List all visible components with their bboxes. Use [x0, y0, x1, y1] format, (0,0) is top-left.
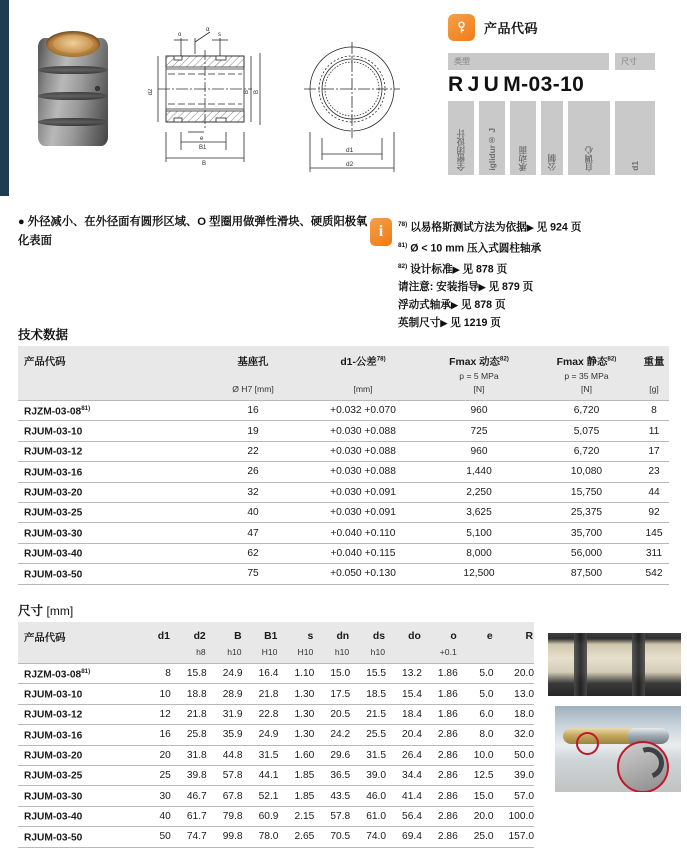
cell-o: 2.86 [422, 725, 458, 745]
table-unit-row [18, 383, 669, 401]
svg-text:B1: B1 [199, 145, 207, 151]
highlight-circle-small [576, 732, 599, 755]
info-line-1: $^{81)}$ Ø < 10 mm 压入式圆柱轴承 [398, 242, 542, 255]
code-part-0: R [448, 73, 464, 96]
cell-code: RJUM-03-16 [18, 462, 204, 482]
info-icon: i [370, 218, 392, 246]
cell-d2: 74.7 [171, 827, 207, 847]
cell-d1: 20 [136, 745, 170, 765]
cell-B: 28.9 [207, 684, 243, 704]
cell-B: 44.8 [207, 745, 243, 765]
cell-weight: 92 [639, 502, 669, 522]
code-leg-4: 自调心 [568, 101, 610, 175]
svg-text:B: B [254, 89, 260, 95]
th-B: B [207, 622, 243, 646]
table-row [18, 421, 669, 441]
cell-code: RJUM-03-12 [18, 441, 204, 461]
cell-o: 2.86 [422, 786, 458, 806]
cell-do: 41.4 [386, 786, 422, 806]
technical-data-table [18, 346, 669, 585]
dimensions-body [18, 664, 534, 848]
cell-e: 5.0 [458, 684, 494, 704]
table-row [18, 462, 669, 482]
cell-fmax-dynamic: 5,100 [424, 523, 534, 543]
table-row [18, 684, 534, 704]
technical-data-body [18, 401, 669, 585]
cell-B1: 16.4 [243, 664, 279, 684]
cell-e: 15.0 [458, 786, 494, 806]
product-photo-bushing [22, 22, 130, 158]
th-dim-sub-5: H10 [278, 646, 314, 664]
th-dim-sub-4: H10 [243, 646, 279, 664]
code-leg-5: d1 [615, 101, 655, 175]
th-sub-2 [302, 370, 424, 383]
svg-text:d1: d1 [346, 147, 354, 154]
cell-e: 8.0 [458, 725, 494, 745]
cell-code: RJUM-03-10 [18, 421, 204, 441]
th-dim-sub-8 [386, 646, 422, 664]
info-box [370, 216, 682, 332]
cell-s: 1.60 [278, 745, 314, 765]
cell-d1: 25 [136, 765, 170, 785]
application-photo-detail [555, 706, 681, 792]
cell-s: 2.15 [278, 806, 314, 826]
th-sub-pressure-stat: p = 35 MPa [534, 370, 639, 383]
cell-s: 1.10 [278, 664, 314, 684]
cell-bore: 16 [204, 401, 302, 421]
cell-d2: 46.7 [171, 786, 207, 806]
end-view-drawing [290, 20, 420, 206]
th-e: e [458, 622, 494, 646]
product-code-legs [448, 101, 681, 175]
cell-bore: 32 [204, 482, 302, 502]
table-row [18, 704, 534, 724]
feature-bullet [18, 213, 368, 251]
cell-ds: 31.5 [350, 745, 386, 765]
table-row [18, 827, 534, 847]
th-dim-sub-10 [458, 646, 494, 664]
cell-fmax-dynamic: 1,440 [424, 462, 534, 482]
cell-code: RJUM-03-30 [18, 786, 136, 806]
cell-B: 35.9 [207, 725, 243, 745]
cell-fmax-dynamic: 3,625 [424, 502, 534, 522]
svg-text:d2: d2 [346, 161, 354, 168]
th-fmax-dynamic: Fmax 动态$^{82)}$ [424, 346, 534, 370]
th-unit-fstat: [N] [534, 383, 639, 401]
cell-code: RJUM-03-30 [18, 523, 204, 543]
cell-bore: 22 [204, 441, 302, 461]
cell-weight: 11 [639, 421, 669, 441]
table-row [18, 482, 669, 502]
cell-dn: 24.2 [314, 725, 350, 745]
table-row [18, 765, 534, 785]
arrow-icon: ▶ [526, 222, 534, 233]
cell-fmax-dynamic: 12,500 [424, 564, 534, 584]
cell-e: 10.0 [458, 745, 494, 765]
cell-tolerance: +0.032 +0.070 [302, 401, 424, 421]
info-line-5: 英制尺寸▶ 见 1219 页 [398, 316, 501, 329]
page-spine [0, 0, 9, 196]
th-code: 产品代码 [18, 346, 204, 370]
cell-do: 69.4 [386, 827, 422, 847]
cell-s: 2.65 [278, 827, 314, 847]
cell-s: 1.30 [278, 704, 314, 724]
cell-dn: 57.8 [314, 806, 350, 826]
cell-d1: 8 [136, 664, 170, 684]
cell-bore: 47 [204, 523, 302, 543]
cell-tolerance: +0.030 +0.088 [302, 421, 424, 441]
th-sub-5 [639, 370, 669, 383]
cell-d2: 25.8 [171, 725, 207, 745]
cell-R: 50.0 [494, 745, 534, 765]
svg-text:d2: d2 [148, 88, 154, 96]
cell-d1: 16 [136, 725, 170, 745]
cell-B1: 24.9 [243, 725, 279, 745]
th-dim-sub-1 [136, 646, 170, 664]
cell-R: 18.0 [494, 704, 534, 724]
cell-code: RJUM-03-12 [18, 704, 136, 724]
cell-do: 26.4 [386, 745, 422, 765]
th-B1: B1 [243, 622, 279, 646]
cell-code: RJUM-03-50 [18, 564, 204, 584]
cell-fmax-static: 25,375 [534, 502, 639, 522]
cell-ds: 39.0 [350, 765, 386, 785]
table-row [18, 664, 534, 684]
cell-weight: 542 [639, 564, 669, 584]
bar-size-label: 尺寸 [615, 53, 655, 70]
code-part-4: -10 [552, 73, 585, 96]
cell-R: 13.0 [494, 684, 534, 704]
svg-text:o: o [178, 32, 182, 38]
svg-text:s: s [218, 32, 221, 38]
product-code-title: 产品代码 [484, 21, 539, 36]
product-code-card [448, 14, 681, 175]
cell-fmax-dynamic: 2,250 [424, 482, 534, 502]
cell-ds: 18.5 [350, 684, 386, 704]
cell-weight: 8 [639, 401, 669, 421]
th-unit-bore: Ø H7 [mm] [204, 383, 302, 401]
th-d1: d1 [136, 622, 170, 646]
cell-dn: 15.0 [314, 664, 350, 684]
table-row [18, 725, 534, 745]
cell-fmax-static: 6,720 [534, 441, 639, 461]
cell-bore: 26 [204, 462, 302, 482]
cell-d1: 10 [136, 684, 170, 704]
th-fmax-static: Fmax 静态$^{82)}$ [534, 346, 639, 370]
highlight-circle-detail [617, 741, 669, 792]
th-s: s [278, 622, 314, 646]
cell-B: 79.8 [207, 806, 243, 826]
cell-d1: 40 [136, 806, 170, 826]
cell-code: RJUM-03-40 [18, 543, 204, 563]
cell-R: 39.0 [494, 765, 534, 785]
cell-B: 67.8 [207, 786, 243, 806]
cell-tolerance: +0.040 +0.110 [302, 523, 424, 543]
cell-fmax-dynamic: 960 [424, 441, 534, 461]
code-leg-3: 公制 [541, 101, 563, 175]
cell-o: 1.86 [422, 664, 458, 684]
cell-B: 24.9 [207, 664, 243, 684]
cell-do: 18.4 [386, 704, 422, 724]
th-bore: 基座孔 [204, 346, 302, 370]
cell-o: 1.86 [422, 684, 458, 704]
cell-fmax-static: 56,000 [534, 543, 639, 563]
cell-ds: 21.5 [350, 704, 386, 724]
cell-o: 2.86 [422, 745, 458, 765]
cell-e: 20.0 [458, 806, 494, 826]
cell-ds: 61.0 [350, 806, 386, 826]
cell-d2: 21.8 [171, 704, 207, 724]
cell-ds: 46.0 [350, 786, 386, 806]
tech-section-title: 技术数据 [18, 328, 69, 342]
th-ds: ds [350, 622, 386, 646]
cell-s: 1.85 [278, 765, 314, 785]
code-leg-0: 全密闭设计 [448, 101, 474, 175]
table-row [18, 502, 669, 522]
cell-do: 15.4 [386, 684, 422, 704]
table-header-row [18, 346, 669, 370]
cell-d1: 50 [136, 827, 170, 847]
table-row [18, 523, 669, 543]
cell-do: 13.2 [386, 664, 422, 684]
code-part-2: U [483, 73, 500, 96]
cell-s: 1.30 [278, 684, 314, 704]
cell-weight: 44 [639, 482, 669, 502]
cell-d2: 39.8 [171, 765, 207, 785]
cell-bore: 19 [204, 421, 302, 441]
cell-o: 2.86 [422, 806, 458, 826]
cell-ds: 25.5 [350, 725, 386, 745]
cell-B1: 78.0 [243, 827, 279, 847]
th-dim-sub-3: h10 [207, 646, 243, 664]
cell-e: 12.5 [458, 765, 494, 785]
table-row [18, 401, 669, 421]
cell-fmax-static: 15,750 [534, 482, 639, 502]
table-row [18, 564, 669, 584]
cell-e: 25.0 [458, 827, 494, 847]
cell-tolerance: +0.030 +0.088 [302, 462, 424, 482]
info-line-3: 请注意: 安装指导▶ 见 879 页 [398, 281, 534, 294]
cell-weight: 145 [639, 523, 669, 543]
cell-B1: 31.5 [243, 745, 279, 765]
cell-code: RJZM-03-08$^{81)}$ [18, 664, 136, 684]
product-code-header [448, 14, 681, 41]
th-unit-0 [18, 383, 204, 401]
application-photo-rail [548, 633, 681, 696]
cell-e: 5.0 [458, 664, 494, 684]
info-line-2: $^{82)}$ 设计标准▶ 见 878 页 [398, 263, 508, 276]
cell-fmax-static: 35,700 [534, 523, 639, 543]
th-sub-1 [204, 370, 302, 383]
bullet-dot: ● [18, 216, 25, 228]
info-lines [398, 216, 682, 332]
cell-code: RJUM-03-25 [18, 502, 204, 522]
table-row [18, 543, 669, 563]
cell-s: 1.30 [278, 725, 314, 745]
th-dim-sub-2: h8 [171, 646, 207, 664]
product-code-string [448, 72, 681, 98]
cell-code: RJUM-03-20 [18, 745, 136, 765]
code-leg-2: 承动面 [510, 101, 536, 175]
cell-fmax-static: 5,075 [534, 421, 639, 441]
svg-text:e: e [200, 136, 204, 142]
cell-R: 32.0 [494, 725, 534, 745]
cell-B1: 44.1 [243, 765, 279, 785]
cell-weight: 23 [639, 462, 669, 482]
th-o: o [422, 622, 458, 646]
table-row [18, 786, 534, 806]
cell-fmax-dynamic: 8,000 [424, 543, 534, 563]
cell-B: 57.8 [207, 765, 243, 785]
cell-fmax-static: 6,720 [534, 401, 639, 421]
cell-d1: 30 [136, 786, 170, 806]
cell-d2: 61.7 [171, 806, 207, 826]
info-line-0: $^{78)}$ 以易格斯测试方法为依据▶ 见 924 页 [398, 221, 582, 234]
arrow-icon: ▶ [440, 317, 448, 328]
cell-tolerance: +0.040 +0.115 [302, 543, 424, 563]
feature-text: 外径减小、在外径面有圆形区域、O 型圈用做弹性滑块、硬质阳极氧化表面 [18, 216, 368, 247]
cell-weight: 17 [639, 441, 669, 461]
cell-ds: 74.0 [350, 827, 386, 847]
cell-dn: 20.5 [314, 704, 350, 724]
cell-code: RJUM-03-10 [18, 684, 136, 704]
cell-s: 1.85 [278, 786, 314, 806]
cell-o: 2.86 [422, 827, 458, 847]
dimensions-table [18, 622, 534, 848]
th-dim-sub-9: +0.1 [422, 646, 458, 664]
cell-B: 31.9 [207, 704, 243, 724]
cell-code: RJUM-03-16 [18, 725, 136, 745]
th-R: R [494, 622, 534, 646]
cell-d1: 12 [136, 704, 170, 724]
cell-code: RJUM-03-20 [18, 482, 204, 502]
cell-dn: 36.5 [314, 765, 350, 785]
cell-B1: 21.8 [243, 684, 279, 704]
arrow-icon: ▶ [478, 282, 486, 293]
cell-do: 34.4 [386, 765, 422, 785]
cell-B1: 60.9 [243, 806, 279, 826]
cell-B1: 52.1 [243, 786, 279, 806]
cell-B: 99.8 [207, 827, 243, 847]
table-subheader-row [18, 370, 669, 383]
cell-tolerance: +0.030 +0.091 [302, 482, 424, 502]
cell-B1: 22.8 [243, 704, 279, 724]
th-dim-sub-7: h10 [350, 646, 386, 664]
cell-e: 6.0 [458, 704, 494, 724]
key-icon [448, 14, 475, 41]
product-code-bars [448, 53, 681, 70]
cell-code: RJUM-03-50 [18, 827, 136, 847]
cell-tolerance: +0.030 +0.091 [302, 502, 424, 522]
cell-bore: 62 [204, 543, 302, 563]
th-dim-code: 产品代码 [18, 622, 136, 646]
cell-bore: 75 [204, 564, 302, 584]
code-part-3: M-03 [503, 73, 553, 96]
cell-d2: 18.8 [171, 684, 207, 704]
th-unit-fdyn: [N] [424, 383, 534, 401]
cell-d2: 31.8 [171, 745, 207, 765]
cell-code: RJUM-03-25 [18, 765, 136, 785]
code-part-1: J [467, 73, 480, 96]
table-row [18, 806, 534, 826]
th-unit-tol: [mm] [302, 383, 424, 401]
arrow-icon: ▶ [452, 264, 460, 275]
cell-do: 56.4 [386, 806, 422, 826]
cell-o: 2.86 [422, 765, 458, 785]
cell-code: RJZM-03-08$^{81)}$ [18, 401, 204, 421]
cell-dn: 17.5 [314, 684, 350, 704]
th-dim-sub-0 [18, 646, 136, 664]
cell-tolerance: +0.050 +0.130 [302, 564, 424, 584]
svg-text:α: α [206, 27, 210, 33]
arrow-icon: ▶ [450, 299, 458, 310]
cell-code: RJUM-03-40 [18, 806, 136, 826]
cell-o: 1.86 [422, 704, 458, 724]
dim-subheader-row [18, 646, 534, 664]
cell-fmax-dynamic: 960 [424, 401, 534, 421]
cell-R: 100.0 [494, 806, 534, 826]
bar-type-label: 类型 [448, 53, 609, 70]
svg-text:B: B [202, 161, 207, 167]
cell-tolerance: +0.030 +0.088 [302, 441, 424, 461]
th-weight: 重量 [639, 346, 669, 370]
cell-R: 157.0 [494, 827, 534, 847]
table-row [18, 745, 534, 765]
cell-weight: 311 [639, 543, 669, 563]
cell-dn: 70.5 [314, 827, 350, 847]
table-row [18, 441, 669, 461]
th-unit-weight: [g] [639, 383, 669, 401]
th-d2: d2 [171, 622, 207, 646]
cell-fmax-dynamic: 725 [424, 421, 534, 441]
th-do: do [386, 622, 422, 646]
cell-do: 20.4 [386, 725, 422, 745]
cell-fmax-static: 87,500 [534, 564, 639, 584]
cell-bore: 40 [204, 502, 302, 522]
cell-fmax-static: 10,080 [534, 462, 639, 482]
cell-dn: 43.5 [314, 786, 350, 806]
th-dn: dn [314, 622, 350, 646]
th-sub-pressure-dyn: p = 5 MPa [424, 370, 534, 383]
cell-dn: 29.6 [314, 745, 350, 765]
dim-header-row [18, 622, 534, 646]
code-leg-1: iglidur® J [479, 101, 505, 175]
th-sub-0 [18, 370, 204, 383]
th-dim-sub-6: h10 [314, 646, 350, 664]
info-line-4: 浮动式轴承▶ 见 878 页 [398, 298, 506, 311]
th-tolerance: d1-公差$^{78)}$ [302, 346, 424, 370]
svg-text:B: B [244, 89, 250, 95]
dim-section-title: 尺寸 [mm] [18, 604, 74, 618]
cell-R: 57.0 [494, 786, 534, 806]
cell-ds: 15.5 [350, 664, 386, 684]
th-dim-sub-11 [494, 646, 534, 664]
cell-d2: 15.8 [171, 664, 207, 684]
cell-R: 20.0 [494, 664, 534, 684]
